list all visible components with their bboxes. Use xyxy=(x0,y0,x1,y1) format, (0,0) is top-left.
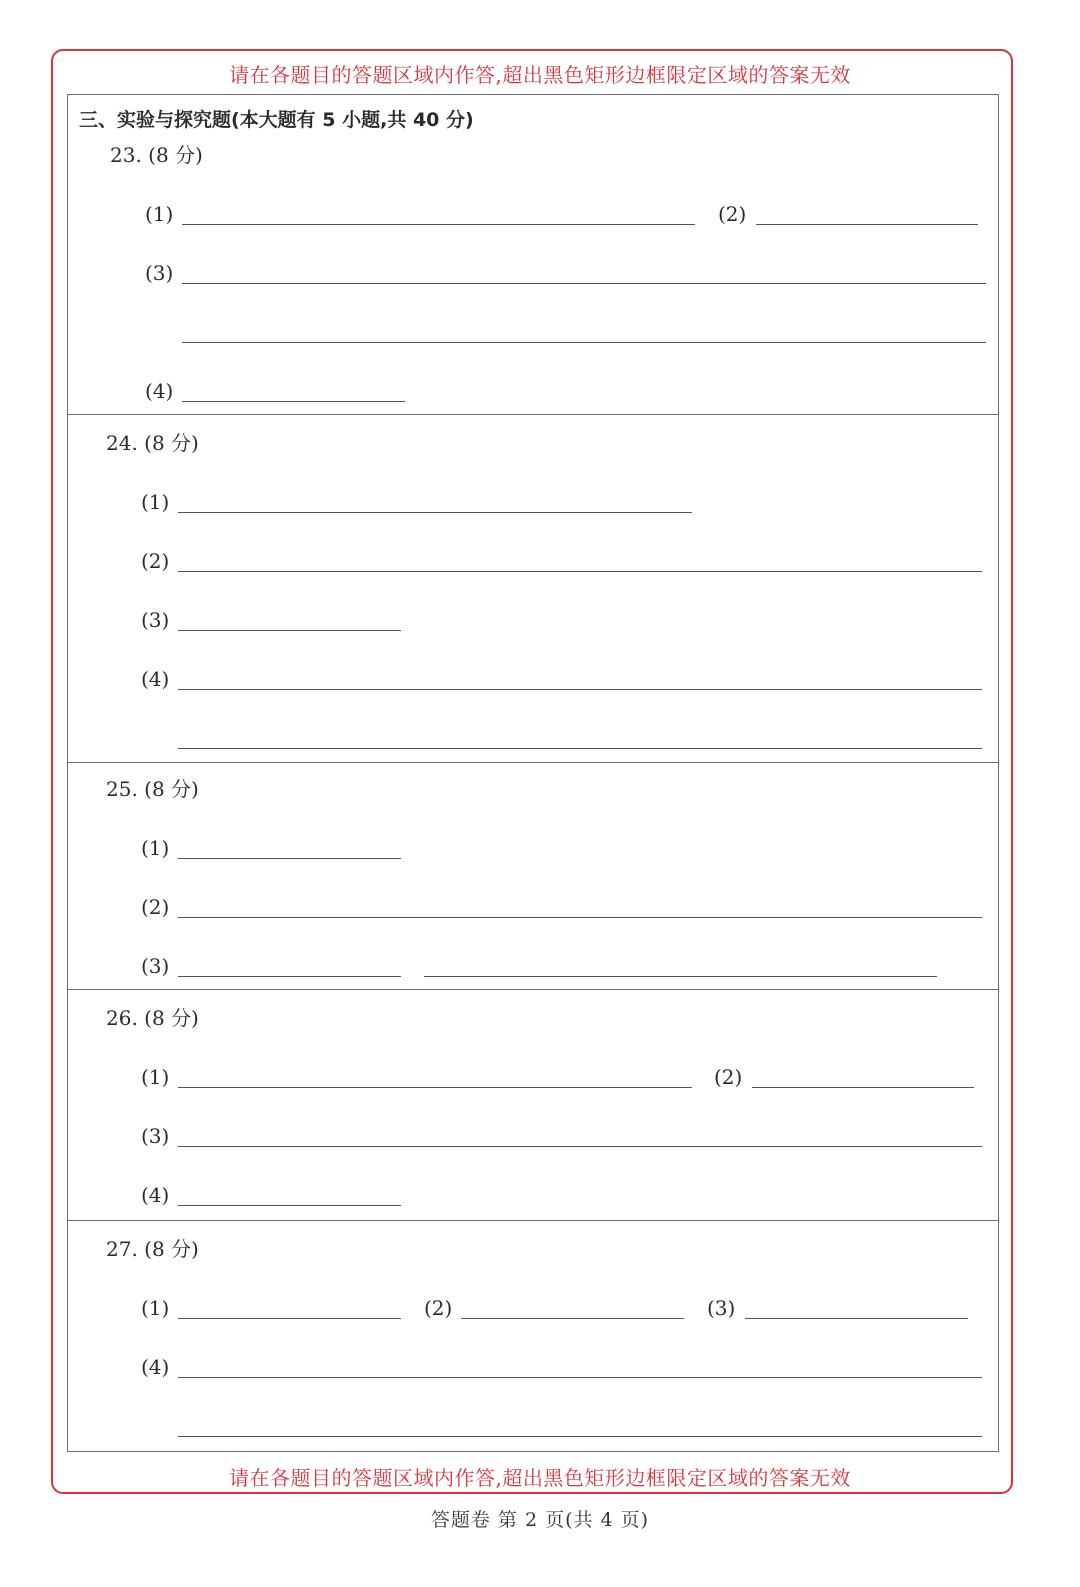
part-label: (1) xyxy=(141,836,170,860)
answer-line-23-4[interactable] xyxy=(182,401,405,402)
divider-23-24 xyxy=(67,414,999,415)
part-label: (4) xyxy=(141,1355,170,1379)
answer-line-27-4a[interactable] xyxy=(178,1377,982,1378)
answer-line-24-1[interactable] xyxy=(178,512,692,513)
part-label: (4) xyxy=(141,1183,170,1207)
divider-25-26 xyxy=(67,989,999,990)
answer-line-23-3a[interactable] xyxy=(182,283,986,284)
answer-line-26-1[interactable] xyxy=(178,1087,692,1088)
part-label: (3) xyxy=(145,261,174,285)
question-label: 25. (8 分) xyxy=(106,777,199,801)
answer-line-27-2[interactable] xyxy=(461,1318,684,1319)
question-label: 24. (8 分) xyxy=(106,431,199,455)
answer-line-25-2[interactable] xyxy=(178,917,982,918)
answer-line-27-1[interactable] xyxy=(178,1318,401,1319)
part-label: (3) xyxy=(141,608,170,632)
answer-line-23-3b[interactable] xyxy=(182,342,986,343)
section-title: 三、实验与探究题(本大题有 5 小题,共 40 分) xyxy=(79,109,474,131)
part-label: (2) xyxy=(718,202,747,226)
answer-line-25-3a[interactable] xyxy=(178,976,401,977)
answer-line-24-3[interactable] xyxy=(178,630,401,631)
part-label: (3) xyxy=(141,954,170,978)
top-warning-text: 请在各题目的答题区域内作答,超出黑色矩形边框限定区域的答案无效 xyxy=(229,63,851,87)
part-label: (3) xyxy=(707,1296,736,1320)
answer-line-27-3[interactable] xyxy=(745,1318,968,1319)
part-label: (2) xyxy=(141,895,170,919)
part-label: (1) xyxy=(141,490,170,514)
answer-line-27-4b[interactable] xyxy=(178,1436,982,1437)
question-label: 26. (8 分) xyxy=(106,1006,199,1030)
answer-line-23-1[interactable] xyxy=(182,224,695,225)
part-label: (2) xyxy=(141,549,170,573)
answer-line-26-4[interactable] xyxy=(178,1205,401,1206)
answer-line-26-3[interactable] xyxy=(178,1146,982,1147)
bottom-warning-text: 请在各题目的答题区域内作答,超出黑色矩形边框限定区域的答案无效 xyxy=(229,1466,851,1490)
answer-line-23-2[interactable] xyxy=(756,224,978,225)
divider-26-27 xyxy=(67,1220,999,1221)
part-label: (3) xyxy=(141,1124,170,1148)
part-label: (1) xyxy=(141,1296,170,1320)
question-label: 23. (8 分) xyxy=(110,143,203,167)
answer-line-24-2[interactable] xyxy=(178,571,982,572)
part-label: (1) xyxy=(141,1065,170,1089)
part-label: (1) xyxy=(145,202,174,226)
answer-line-25-1[interactable] xyxy=(178,858,401,859)
answer-line-25-3b[interactable] xyxy=(424,976,937,977)
part-label: (4) xyxy=(145,379,174,403)
part-label: (2) xyxy=(424,1296,453,1320)
part-label: (2) xyxy=(714,1065,743,1089)
divider-24-25 xyxy=(67,762,999,763)
answer-line-24-4a[interactable] xyxy=(178,689,982,690)
page-footer: 答题卷 第 2 页(共 4 页) xyxy=(430,1509,650,1531)
answer-grid-box xyxy=(67,94,999,1452)
answer-line-24-4b[interactable] xyxy=(178,748,982,749)
question-label: 27. (8 分) xyxy=(106,1237,199,1261)
answer-line-26-2[interactable] xyxy=(752,1087,974,1088)
part-label: (4) xyxy=(141,667,170,691)
